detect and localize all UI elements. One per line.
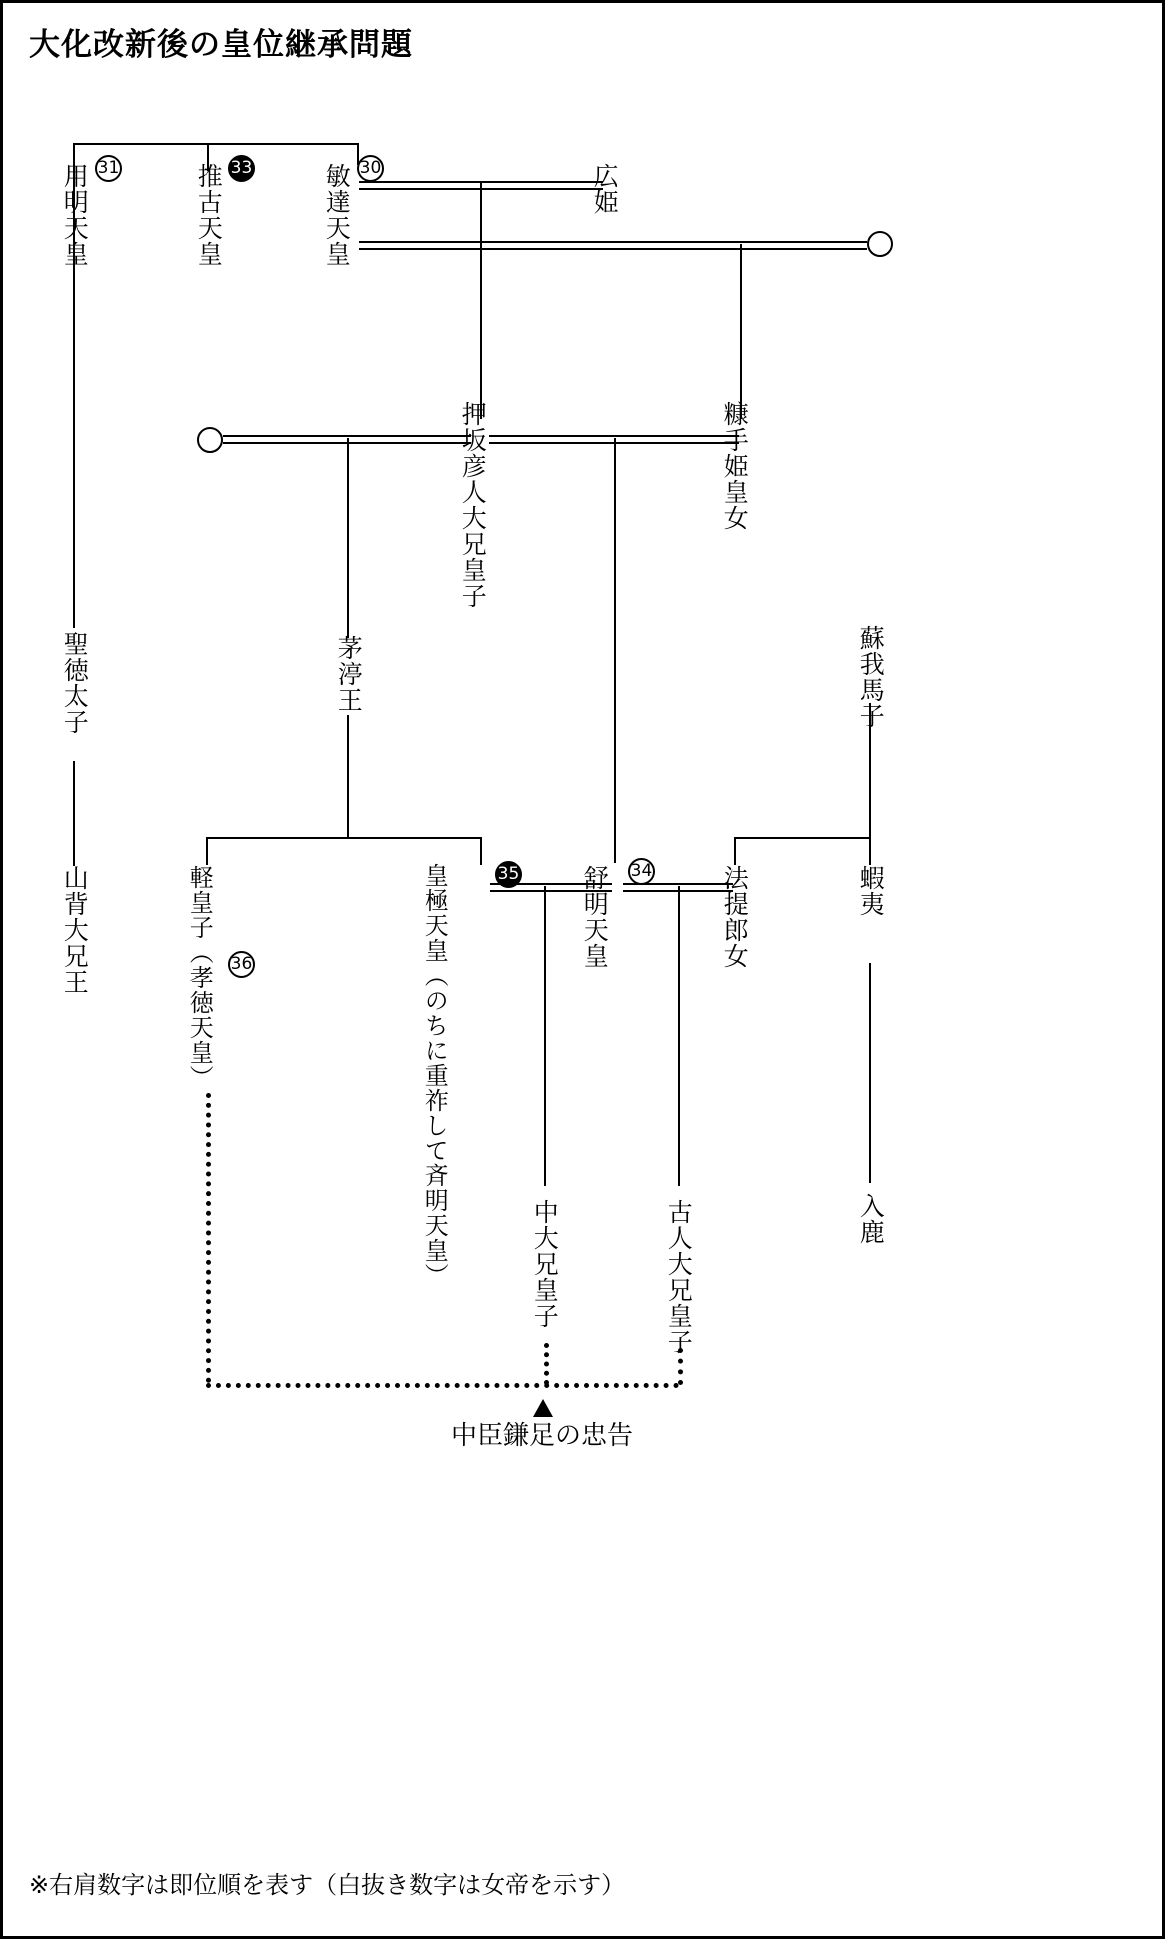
dotted-nakanooe-down bbox=[544, 1343, 549, 1385]
sibling-bar-chinu-children bbox=[206, 837, 481, 839]
person-hotei: 法提郎女 bbox=[720, 865, 750, 969]
badge-bidatsu: 30 bbox=[357, 155, 384, 182]
drop-suiko bbox=[207, 143, 209, 165]
person-iruka: 入鹿 bbox=[856, 1193, 886, 1245]
person-oshisaka: 押坂彦人大兄皇子 bbox=[458, 401, 488, 609]
person-karu: 軽皇子（孝徳天皇） bbox=[185, 865, 214, 1090]
person-nukatehime: 糠手姫皇女 bbox=[720, 401, 750, 531]
marriage-bidatsu-consort bbox=[359, 241, 867, 250]
dotted-karu-down bbox=[206, 1093, 211, 1383]
sibling-bar-top bbox=[73, 143, 358, 145]
drop-yomei bbox=[73, 143, 75, 165]
drop-karu bbox=[206, 837, 208, 865]
person-kogyoku: 皇極天皇（のちに重祚して斉明天皇） bbox=[420, 863, 449, 1288]
drop-emishi bbox=[869, 837, 871, 865]
person-bidatsu: 敏達天皇 bbox=[322, 163, 352, 267]
drop-hotei bbox=[734, 837, 736, 865]
page-title: 大化改新後の皇位継承問題 bbox=[29, 27, 413, 63]
descent-to-oshisaka bbox=[480, 181, 482, 419]
footnote: ※右肩数字は即位順を表す（白抜き数字は女帝を示す） bbox=[29, 1871, 626, 1899]
badge-jomei: 34 bbox=[628, 858, 655, 885]
person-yomei: 用明天皇 bbox=[60, 163, 90, 267]
person-jomei: 舒明天皇 bbox=[580, 865, 610, 969]
drop-kogyoku bbox=[480, 837, 482, 865]
unnamed-consort-right bbox=[867, 231, 893, 257]
stem-shotoku bbox=[73, 761, 75, 866]
badge-yomei: 31 bbox=[95, 155, 122, 182]
person-chinu: 茅渟王 bbox=[334, 635, 364, 713]
bar-umako-children bbox=[734, 837, 871, 839]
unnamed-consort-left bbox=[197, 427, 223, 453]
descent-to-jomei bbox=[614, 438, 616, 863]
descent-to-chinu bbox=[347, 438, 349, 638]
advice-note: 中臣鎌足の忠告 bbox=[451, 1421, 634, 1451]
descent-to-nukatehime bbox=[740, 244, 742, 419]
person-yamashiro: 山背大兄王 bbox=[60, 865, 90, 995]
person-umako: 蘇我馬子 bbox=[856, 625, 886, 729]
descent-to-nakanooe bbox=[544, 886, 546, 1186]
person-suiko: 推古天皇 bbox=[194, 163, 224, 267]
badge-kogyoku: 35 bbox=[495, 861, 522, 888]
person-nakanooe: 中大兄皇子 bbox=[530, 1199, 560, 1329]
person-hirohime: 広姫 bbox=[590, 163, 620, 215]
chinu-down bbox=[347, 715, 349, 837]
person-furuhito: 古人大兄皇子 bbox=[664, 1199, 694, 1355]
badge-suiko: 33 bbox=[228, 155, 255, 182]
descent-to-furuhito bbox=[678, 886, 680, 1186]
dotted-bottom-bar bbox=[206, 1383, 679, 1388]
person-shotoku: 聖徳太子 bbox=[60, 631, 90, 735]
person-emishi: 蝦夷 bbox=[856, 865, 886, 917]
stem-emishi-iruka bbox=[869, 963, 871, 1183]
badge-karu: 36 bbox=[228, 951, 255, 978]
